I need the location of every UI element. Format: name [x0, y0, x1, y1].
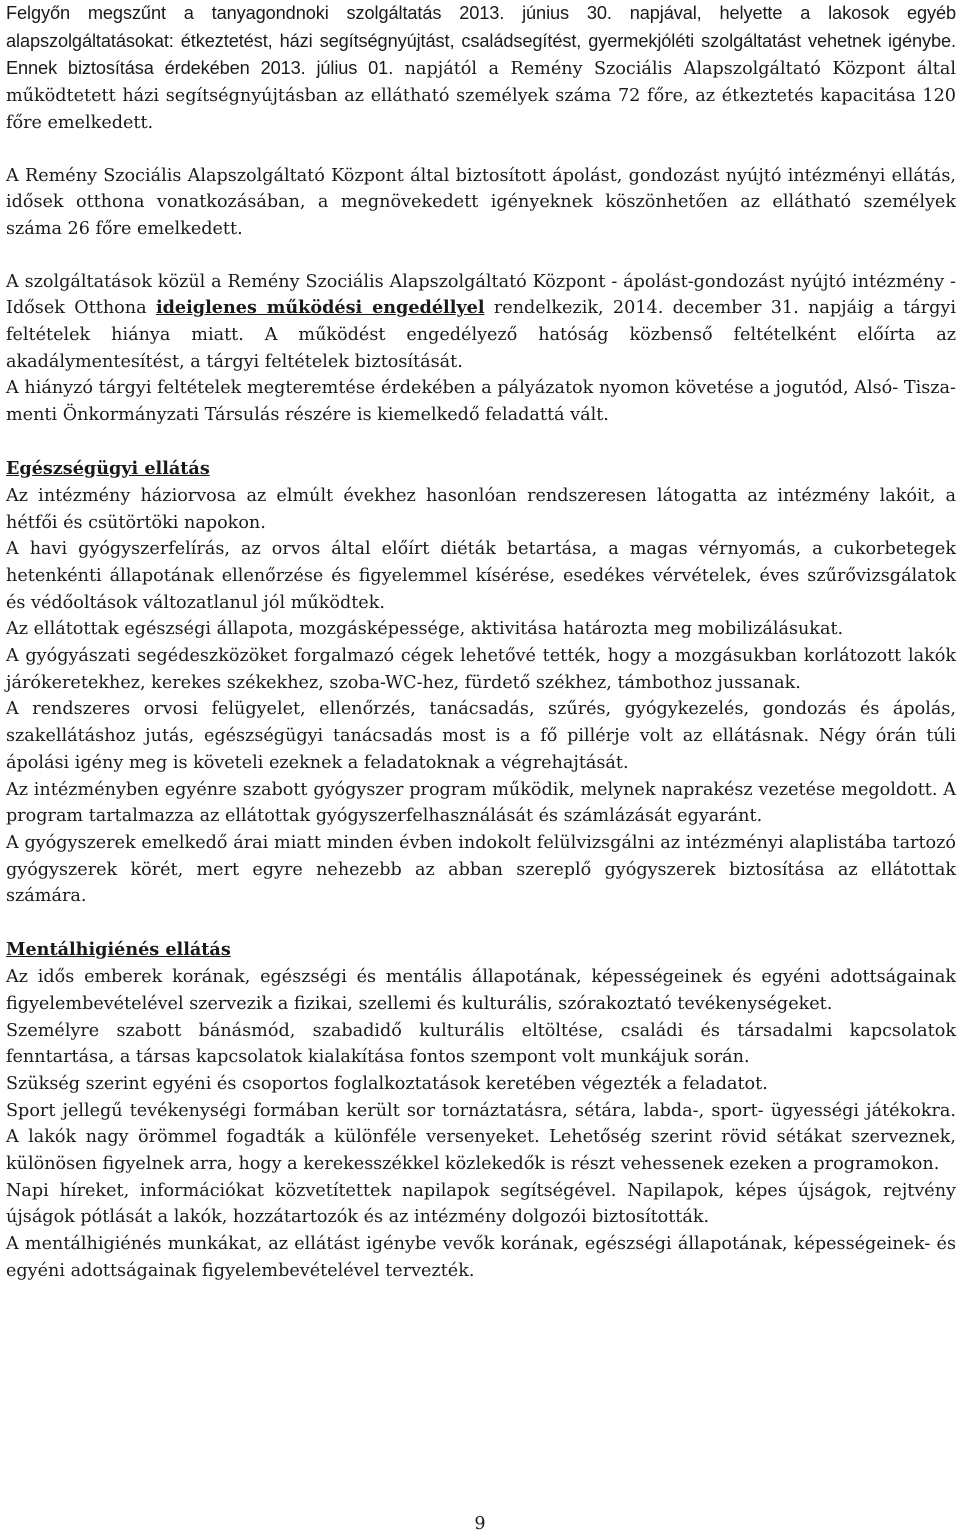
mental-heading-text: Mentálhigiénés ellátás	[6, 939, 231, 961]
mental-paragraph: A mentálhigiénés munkákat, az ellátást igénybe vevők korának, egészségi állapotának, képességeinek- és egyéni adottságainak figyelembevételével tervezték.	[6, 1234, 956, 1281]
page-number: 9	[474, 1514, 486, 1534]
health-paragraph: Az intézményben egyénre szabott gyógyszer program működik, melynek naprakész vezetése megoldott. A program tartalmazza az ellátottak gyógyszerfelhasználását és számlázását egyaránt.	[6, 779, 956, 827]
document-page	[6, 0, 956, 1285]
health-heading-text: Egészségügyi ellátás	[6, 457, 210, 479]
health-paragraph: Az intézmény háziorvosa az elmúlt évekhez hasonlóan rendszeresen látogatta az intézmény lakóit, a hétfői és csütörtöki napokon.	[6, 485, 956, 533]
health-paragraph: A gyógyszerek emelkedő árai miatt minden évben indokolt felülvizsgálni az intézményi alaplistába tartozó gyógyszerek körét, mert egyre nehezebb az abban szereplő gyógyszerek biztosítása az ellátottak számára.	[6, 832, 956, 907]
health-paragraph: A rendszeres orvosi felügyelet, ellenőrzés, tanácsadás, szűrés, gyógykezelés, gondozás és ápolás, szakellátáshoz jutás, egészségügyi tanácsadás most is a fő pillérje volt az ellátásnak. Négy órán túli ápolási igény meg is követeli ezeknek a feladatoknak a végrehajtását.	[6, 699, 956, 773]
paragraph-license	[6, 269, 956, 376]
mental-paragraph: Szükség szerint egyéni és csoportos foglalkoztatások keretében végezték a feladatot.	[6, 1073, 768, 1094]
license-text-after: rendelkezik, 2014. december 31. napjáig a tárgyi feltételek hiánya miatt. A működést engedélyező hatóság közbenső feltételként előírta az akadálymentesítést, a tárgyi feltételek biztosítását.	[6, 298, 956, 372]
paragraph-successor: A hiányzó tárgyi feltételek megteremtése érdekében a pályázatok nyomon követése a jogutód, Alsó- Tisza-menti Önkormányzati Társulás részére is kiemelkedő feladattá vált.	[6, 378, 956, 426]
intro-serif-text: napjától a Remény Szociális Alapszolgáltató Központ által működtetett házi segítségnyújtásban az ellátható személyek száma 72 főre, az étkeztetés kapacitása 120 főre emelkedett.	[6, 59, 956, 133]
paragraph-gap	[6, 243, 956, 269]
intro-sans-text: Felgyőn megszűnt a tanyagondnoki szolgáltatás 2013. június 30. napjával, helyette a lakosok egyéb alapszolgáltatásokat: étkeztetést, házi segítségnyújtást, családsegítést, gyermekjóléti szolgáltatást vehetnek igénybe. Ennek biztosítása érdekében 2013. július 01.	[6, 3, 956, 79]
health-paragraph: A havi gyógyszerfelírás, az orvos által előírt diéták betartása, a magas vérnyomás, a cukorbetegek hetenkénti állapotának ellenőrzése és figyelemmel kísérése, esedékes vérvételek, éves szűrővizsgálatok és védőoltások változatlanul jól működtek.	[6, 539, 956, 613]
license-text-before: A szolgáltatások közül a Remény Szociális Alapszolgáltató Központ - ápolást-gondozást nyújtó intézmény - Idősek Otthona	[6, 271, 956, 319]
intro-paragraph	[6, 0, 956, 137]
section-gap	[6, 910, 956, 936]
health-section-heading	[6, 455, 956, 483]
mental-paragraph: Az idős emberek korának, egészségi és mentális állapotának, képességeinek és egyéni adottságainak figyelembevételével szervezik a fizikai, szellemi és kulturális, szórakoztató tevékenységeket.	[6, 967, 956, 1014]
health-paragraph: Az ellátottak egészségi állapota, mozgásképessége, aktivitása határozta meg mobilizálásukat.	[6, 619, 844, 640]
mental-section-heading	[6, 936, 956, 964]
mental-paragraph: Sport jellegű tevékenységi formában került sor tornáztatásra, sétára, labda-, sport- ügyességi játékokra. A lakók nagy örömmel fogadták a különféle versenyeket. Lehetőség szerint rövid sétákat szerveznek, különösen figyelnek arra, hogy a kerekesszékkel közlekedők is részt vehessenek ezeken a programokon.	[6, 1100, 956, 1175]
paragraph-gap	[6, 137, 956, 163]
health-paragraph: A gyógyászati segédeszközöket forgalmazó cégek lehetővé tették, hogy a mozgásukban korlátozott lakók járókeretekhez, kerekes székekhez, szoba-WC-hez, fürdető székhez, támbothoz jussanak.	[6, 646, 956, 693]
section-gap	[6, 429, 956, 455]
paragraph-capacity: A Remény Szociális Alapszolgáltató Központ által biztosított ápolást, gondozást nyújtó intézményi ellátás, idősek otthona vonatkozásában, a megnövekedett igényeknek köszönhetően az ellátható személyek száma 26 főre emelkedett.	[6, 165, 956, 239]
license-emphasis: ideiglenes működési engedéllyel	[155, 297, 485, 319]
mental-paragraph: Napi híreket, információkat közvetítettek napilapok segítségével. Napilapok, képes újságok, rejtvény újságok pótlását a lakók, hozzátartozók és az intézmény dolgozói biztosították.	[6, 1180, 956, 1228]
mental-paragraph: Személyre szabott bánásmód, szabadidő kulturális eltöltése, családi és társadalmi kapcsolatok fenntartása, a társas kapcsolatok kialakítása fontos szempont volt munkájuk során.	[6, 1020, 956, 1068]
